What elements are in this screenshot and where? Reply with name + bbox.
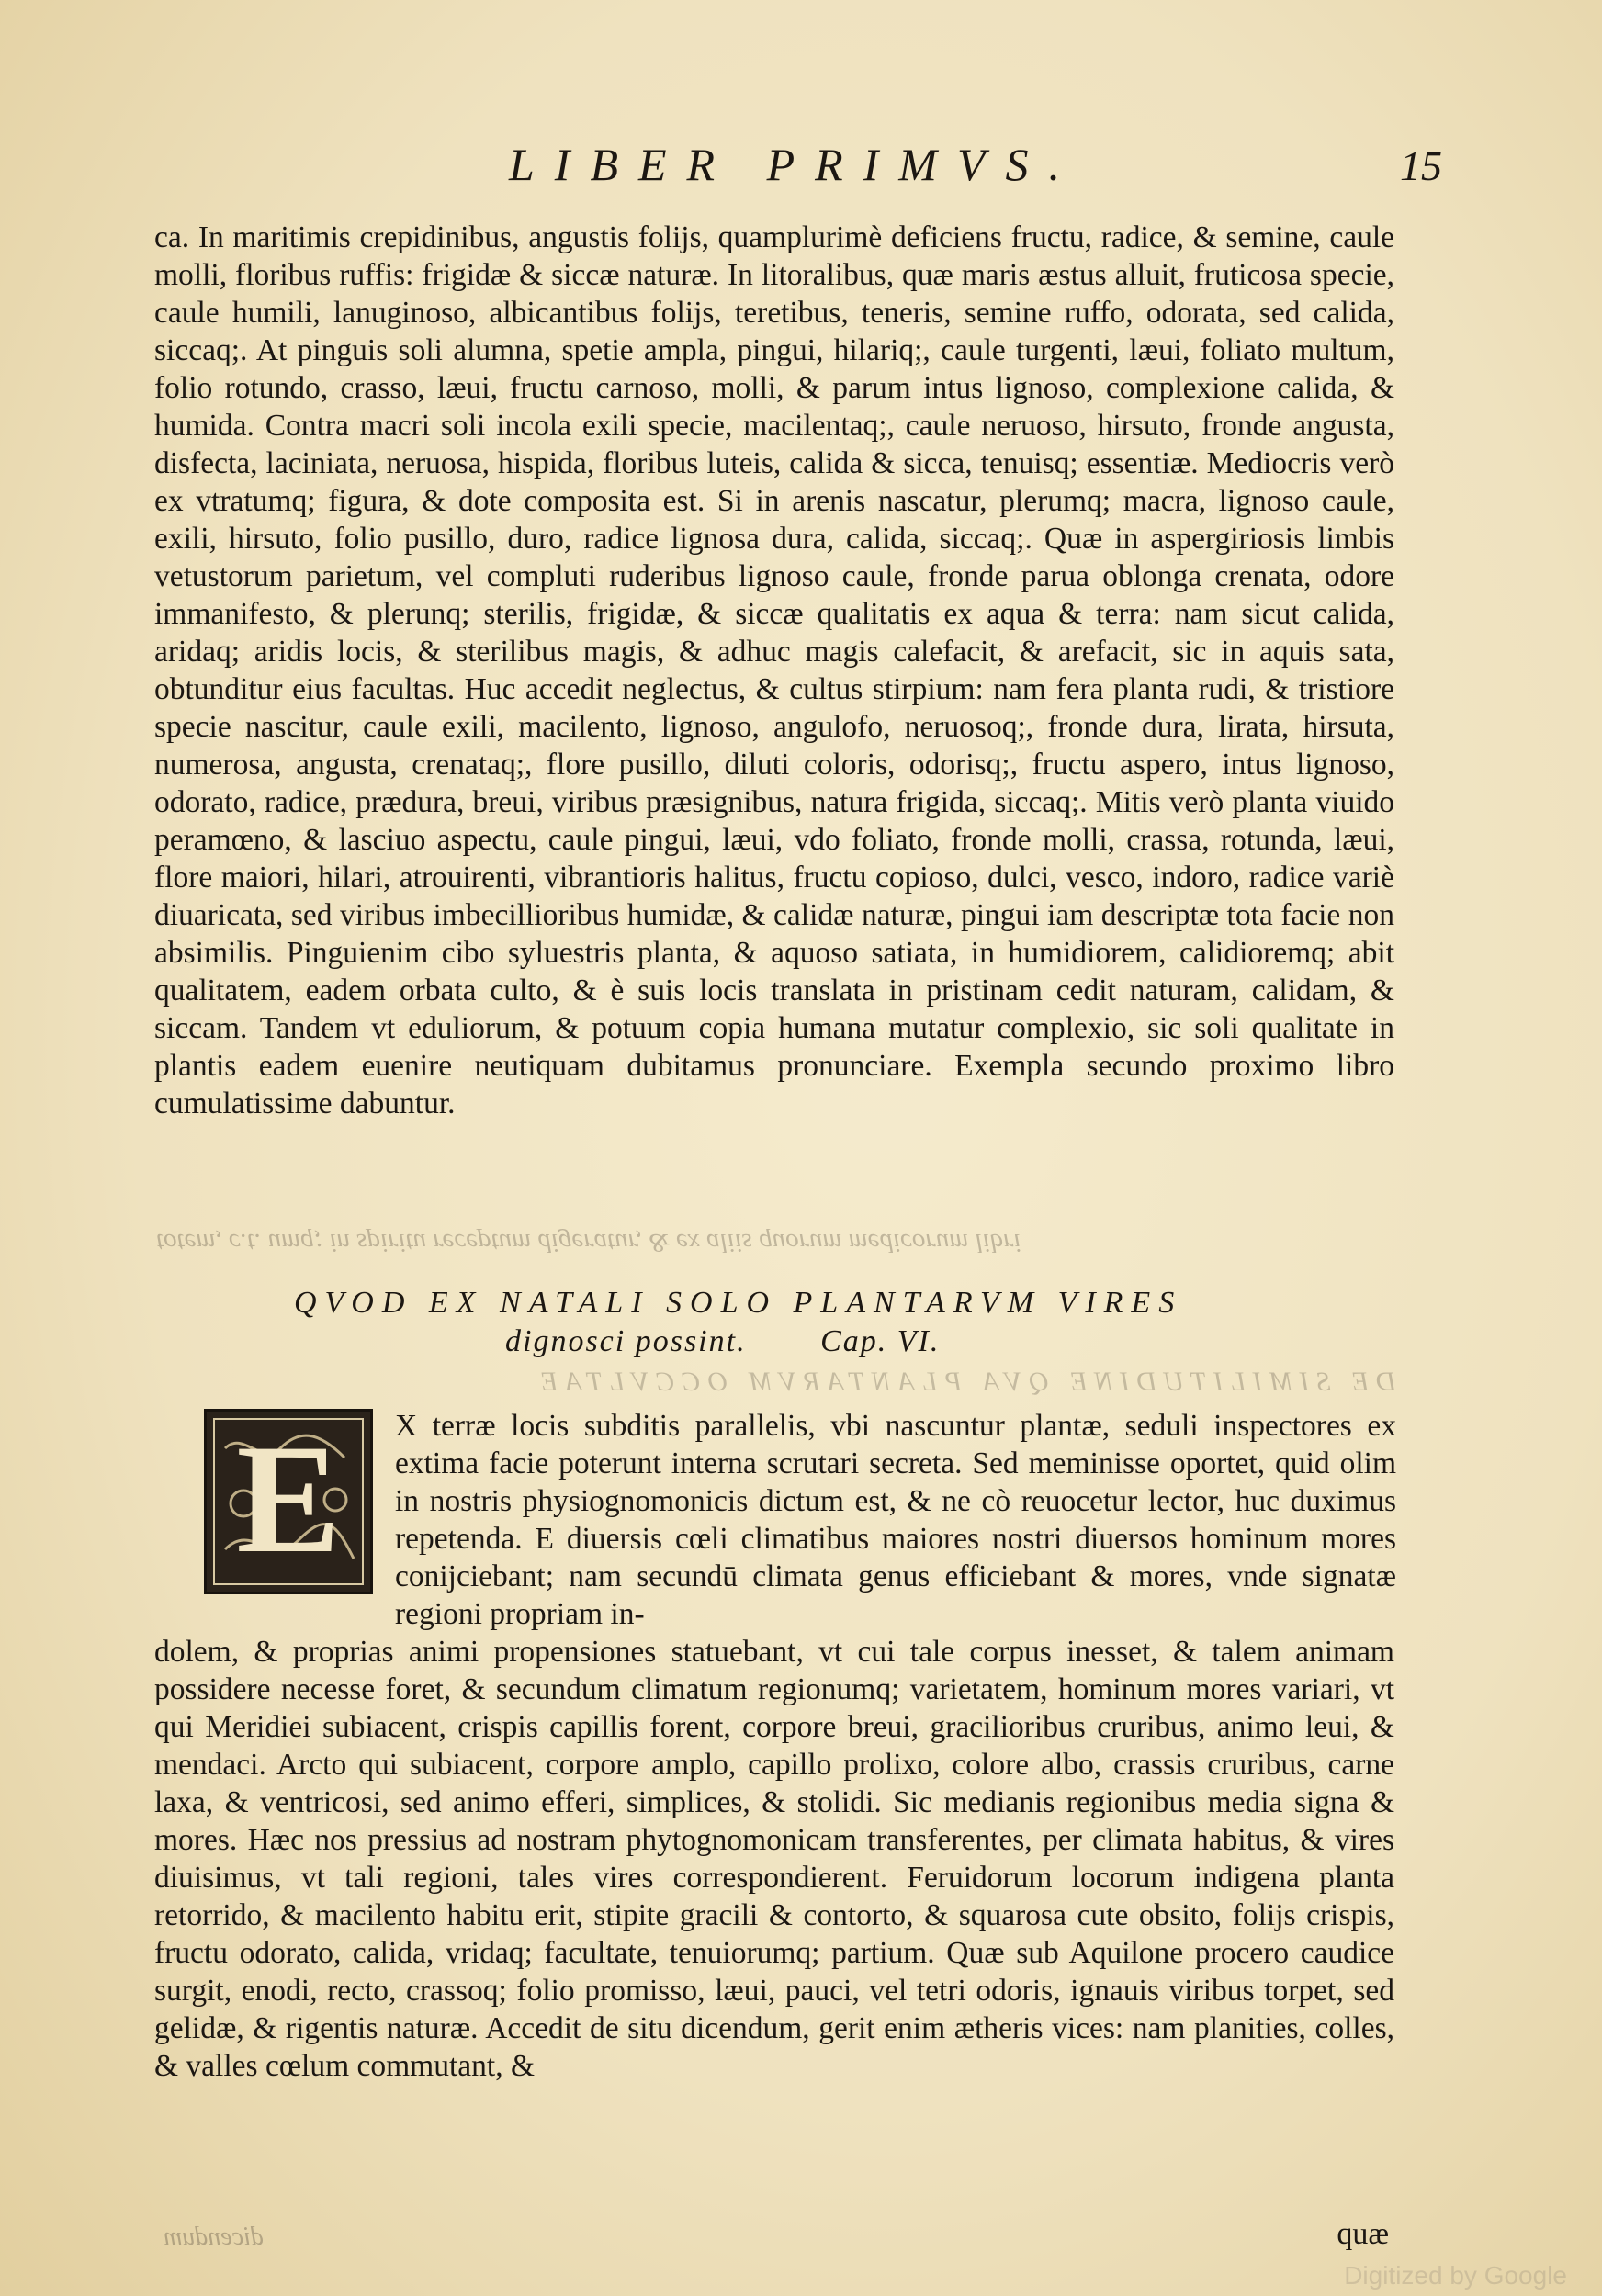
catchword: quæ — [1337, 2217, 1389, 2251]
digitization-watermark: Digitized by Google — [1344, 2261, 1567, 2290]
show-through-text: totem, c.t. umq; in spiritu receptum digeratur, & ex aliis quorum medicorum libri — [156, 1228, 1021, 1257]
show-through-catchword: dicendum — [164, 2223, 264, 2251]
body-paragraph-2: dolem, & proprias animi propensiones statuebant, vt cui tale corpus inesset, & talem animam possidere necesse foret, & secundum climatum regionumq; varietatem, hominum mores variari, vt qui Meridiei subiacent, crispis capillis forent, corpore breui, gracilioribus cruribus, animo leui, & mendaci. Arcto qui subiacent, corpore amplo, capillo prolixo, colore albo, crassis cruribus, carne laxa, & ventricosi, sed animo efferi, simplices, & stolidi. Sic medianis regionibus media signa & mores. Hæc nos pressius ad nostram phytognomonicam transferentes, per climata habitus, & vires diuisimus, vt tali regioni, tales vires correspondierent. Feruidorum locorum indigena planta retorrido, & macilento habitu erit, stipite gracili & contorto, & squarosa cute obsito, folijs crispis, fructu odorato, calida, vridaq; facultate, tenuiorumq; partium. Quæ sub Aquilone procero caudice surgit, enodi, recto, crassoq; folio promisso, læui, pauci, vel tetri odoris, ignauis viribus torpet, sed gelidæ, & rigentis naturæ. Accedit de situ dicendum, gerit enim ætheris vices: nam planities, colles, & valles cœlum commutant, & — [154, 1635, 1394, 2083]
page-number: 15 — [1400, 142, 1442, 189]
show-through-heading: DE SIMILITUDINE QVA PLANTARVM OCCVLTAE — [534, 1367, 1396, 1397]
chapter-subtitle-line — [156, 1324, 1396, 1359]
running-head — [147, 138, 1442, 202]
body-paragraph-1: ca. In maritimis crepidinibus, angustis folijs, quamplurimè deficiens fructu, radice, & semine, caule molli, floribus ruffis: frigidæ & siccæ naturæ. In litoralibus, quæ maris æstus alluit, fruticosa specie, caule humili, lanuginoso, albicantibus folijs, teretibus, teneris, semine ruffo, odorata, sed calida, siccaq;. At pinguis soli alumna, spetie ampla, pingui, hilariq;, caule turgenti, læui, foliato multum, folio rotundo, crasso, læui, fructu carnoso, molli, & parum intus lignoso, complexione calida, & humida. Contra macri soli incola exili specie, macilentaq;, caule neruoso, hirsuto, fronde angusta, disfecta, laciniata, neruosa, hispida, floribus luteis, calida & sicca, tenuisq; essentiæ. Mediocris verò ex vtratumq; figura, & dote composita est. Si in arenis nascatur, plerumq; macra, lignoso caule, exili, hirsuto, folio pusillo, duro, radice lignosa dura, calida, siccaq;. Quæ in aspergiriosis limbis vetustorum parietum, vel compluti ruderibus lignoso caule, fronde parua oblonga crenata, odore immanifesto, & plerunq; sterilis, frigidæ, & siccæ qualitatis ex aqua & terra: nam sicut calida, aridaq; aridis locis, & sterilibus magis, & adhuc magis calefacit, & arefacit, sic in aquis sata, obtunditur eius facultas. Huc accedit neglectus, & cultus stirpium: nam fera planta rudi, & tristiore specie nascitur, caule exili, macilento, lignoso, angulofo, neruosoq;, fronde dura, lirata, hirsuta, numerosa, angusta, crenataq;, flore pusillo, diluti coloris, odorisq;, fructu aspero, intus lignoso, odorato, radice, prædura, breui, viribus præsignibus, natura frigida, siccaq;. Mitis verò planta viuido peramœno, & lasciuo aspectu, caule pingui, læui, vdo foliato, fronde molli, crassa, rotunda, læui, flore maiori, hilari, atrouirenti, vibrantioris halitus, fructu copioso, dulci, vesco, indoro, radice variè diuaricata, sed viribus imbecillioribus humidæ, & calidæ naturæ, pingui iam descriptæ tota facie non absimilis. Pinguienim cibo syluestris planta, & aquoso satiata, in humidiorem, calidioremq; abit qualitatem, eadem orbata culto, & è suis locis translata in pristinam cedit naturam, calidam, & siccam. Tandem vt eduliorum, & potuum copia humana mutatur complexio, sic soli qualitate in plantis eadem euenire neutiquam dubitamus pronunciare. Exempla secundo proximo libro cumulatissime dabuntur. — [154, 220, 1394, 1120]
chapter-title-continued: dignosci possint. — [505, 1324, 747, 1358]
chapter-number: Cap. VI. — [820, 1324, 941, 1358]
chapter-heading — [156, 1286, 1396, 1359]
decorated-initial — [204, 1409, 373, 1594]
chapter-title: QVOD EX NATALI SOLO PLANTARVM VIRES — [294, 1286, 1183, 1320]
initial-letter: E — [236, 1412, 341, 1585]
running-title: LIBER PRIMVS. — [508, 139, 1080, 190]
body-paragraph-2-opening: X terræ locis subditis parallelis, vbi nascuntur plantæ, seduli inspectores ex extima facie poterunt interna scrutari secreta. Sed meminisse oportet, quid olim in nostris physiognomonicis dictum est, & ne cò reuocetur lector, huc duximus repetenda. E diuersis cœli climatibus maiores nostri diuersos hominum mores conijciebant; nam secundū climata genus efficiebant & mores, vnde signatæ regioni propriam in- — [395, 1409, 1396, 1631]
